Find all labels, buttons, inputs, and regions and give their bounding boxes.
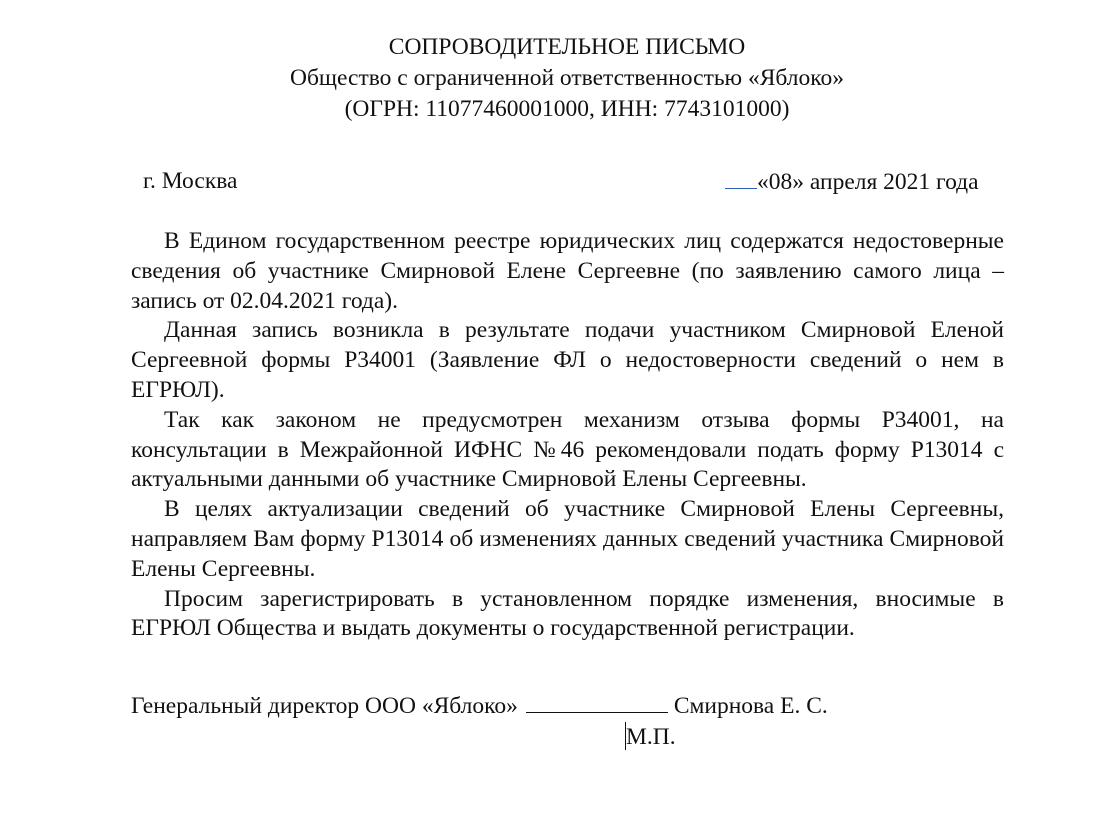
- company-name: Общество с ограниченной ответственностью «Яблоко»: [289, 65, 844, 91]
- letter-title: СОПРОВОДИТЕЛЬНОЕ ПИСЬМО: [388, 34, 746, 60]
- date-underline: [725, 166, 757, 189]
- city: г. Москва: [143, 168, 238, 194]
- letter-header: [0, 32, 1120, 125]
- company-registration: (ОГРН: 11077460001000, ИНН: 7743101000): [344, 96, 790, 122]
- body-paragraph: Просим зарегистрировать в установленном порядке изменения, вносимые в ЕГРЮЛ Общества и выдать документы о государственной регистрации.: [131, 585, 1004, 642]
- signer-name: Смирнова Е. С.: [673, 693, 828, 719]
- stamp-label: М.П.: [626, 724, 676, 750]
- body-paragraph: В Едином государственном реестре юридических лиц содержатся недостоверные сведения об участнике Смирновой Елене Сергеевне (по заявлению самого лица – запись от 02.04.2021 года).: [131, 228, 1004, 314]
- body-paragraph: Так как законом не предусмотрен механизм отзыва формы Р34001, на консультации в Межрайонной ИФНС №46 рекомендовали подать форму Р13014 с актуальными данными об участнике Смирновой Елены Сергеевны.: [131, 406, 1004, 493]
- body-paragraph: Данная запись возникла в результате подачи участником Смирновой Еленой Сергеевной формы Р34001 (Заявление ФЛ о недостоверности сведений о нем в ЕГРЮЛ).: [131, 317, 1004, 403]
- letter-date: «08» апреля 2021 года: [757, 169, 979, 195]
- letter-body: [131, 227, 1004, 644]
- signature-block: [131, 691, 828, 721]
- signature-line: [526, 692, 668, 713]
- letter-date-block: [725, 166, 979, 197]
- signer-position: Генеральный директор ООО «Яблоко»: [131, 693, 518, 719]
- body-paragraph: В целях актуализации сведений об участнике Смирновой Елены Сергеевны, направляем Вам форму Р13014 об изменениях данных сведений участника Смирновой Елены Сергеевны.: [131, 496, 1004, 582]
